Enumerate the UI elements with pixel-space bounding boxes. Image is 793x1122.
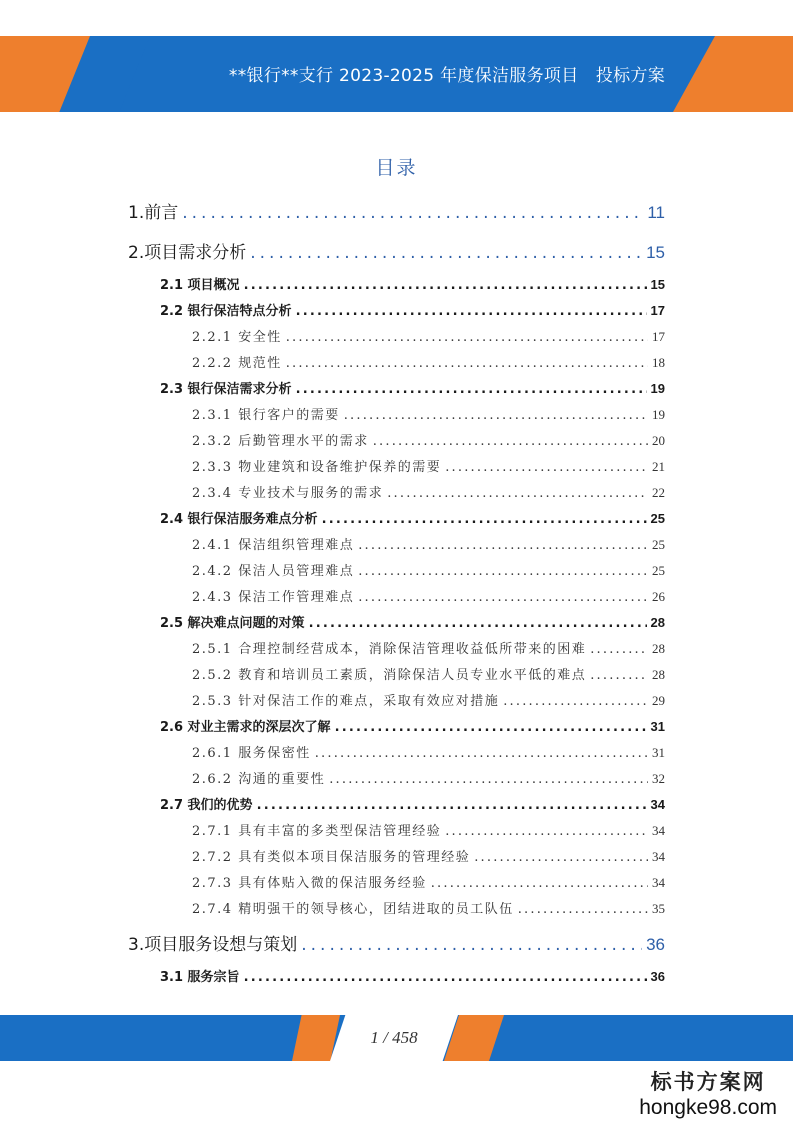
toc-entry-level3[interactable] xyxy=(192,430,665,449)
toc-entry-page: 28 xyxy=(652,641,665,656)
toc-entry-level1[interactable] xyxy=(128,930,665,955)
toc-entry-page: 15 xyxy=(646,243,665,262)
toc-entry-label: 2.5 解决难点问题的对策 xyxy=(160,616,305,631)
toc-entry-label: 2.2 银行保洁特点分析 xyxy=(160,304,292,319)
toc-entry-label: 2.2.2 规范性 xyxy=(192,356,282,371)
toc-leader-dots xyxy=(335,720,647,735)
toc-entry-label: 2.4.2 保洁人员管理难点 xyxy=(192,564,355,579)
watermark-url: hongke98.com xyxy=(639,1096,777,1119)
toc-entry-page: 25 xyxy=(650,511,665,526)
toc-entry-page: 36 xyxy=(646,935,665,954)
toc-leader-dots xyxy=(358,564,648,579)
toc-entry-label: 2.7 我们的优势 xyxy=(160,798,253,813)
toc-entry-label: 2.3 银行保洁需求分析 xyxy=(160,382,292,397)
toc-entry-label: 2.6.1 服务保密性 xyxy=(192,746,311,761)
toc-entry-page: 26 xyxy=(652,589,665,604)
toc-entry-page: 17 xyxy=(650,303,665,318)
toc-entry-page: 36 xyxy=(650,969,665,984)
toc-heading: 目录 xyxy=(375,157,418,179)
toc-leader-dots xyxy=(286,356,648,371)
toc-entry-page: 28 xyxy=(652,667,665,682)
toc-entry-level3[interactable] xyxy=(192,352,665,371)
toc-entry-level2[interactable] xyxy=(160,716,665,735)
toc-entry-level3[interactable] xyxy=(192,586,665,605)
toc-entry-label: 2.3.1 银行客户的需要 xyxy=(192,408,340,423)
page-number: 1 / 458 xyxy=(370,1028,418,1047)
toc-leader-dots xyxy=(431,876,648,891)
toc-entry-page: 15 xyxy=(650,277,665,292)
toc-entry-label: 3.1 服务宗旨 xyxy=(160,970,240,985)
toc-entry-label: 2.5.2 教育和培训员工素质，消除保洁人员专业水平低的难点 xyxy=(192,668,587,683)
toc-entry-label: 2.7.1 具有丰富的多类型保洁管理经验 xyxy=(192,824,442,839)
toc-leader-dots xyxy=(244,278,647,293)
toc-entry-page: 19 xyxy=(650,381,665,396)
toc-entry-level2[interactable] xyxy=(160,612,665,631)
toc-entry-page: 34 xyxy=(652,823,665,838)
toc-leader-dots xyxy=(503,694,648,709)
toc-leader-dots xyxy=(358,538,648,553)
toc-entry-page: 34 xyxy=(650,797,665,812)
toc-entry-level3[interactable] xyxy=(192,768,665,787)
toc-entry-label: 2.6 对业主需求的深层次了解 xyxy=(160,720,331,735)
toc-entry-page: 17 xyxy=(652,329,665,344)
toc-leader-dots xyxy=(301,935,642,955)
toc-entry-label: 2.4.1 保洁组织管理难点 xyxy=(192,538,355,553)
toc-entry-label: 3.项目服务设想与策划 xyxy=(128,935,298,955)
toc-leader-dots xyxy=(445,460,648,475)
toc-leader-dots xyxy=(518,902,648,917)
toc-entry-page: 34 xyxy=(652,849,665,864)
toc-entry-level3[interactable] xyxy=(192,404,665,423)
toc-entry-page: 21 xyxy=(652,459,665,474)
toc-entry-level3[interactable] xyxy=(192,534,665,553)
toc-entry-page: 22 xyxy=(652,485,665,500)
toc-entry-label: 2.5.3 针对保洁工作的难点，采取有效应对措施 xyxy=(192,694,500,709)
toc-leader-dots xyxy=(387,486,648,501)
toc-entry-label: 2.7.4 精明强干的领导核心，团结进取的员工队伍 xyxy=(192,902,514,917)
toc-entry-level2[interactable] xyxy=(160,508,665,527)
toc-entry-label: 2.项目需求分析 xyxy=(128,243,247,263)
toc-entry-page: 19 xyxy=(652,407,665,422)
toc-entry-level2[interactable] xyxy=(160,966,665,985)
toc-entry-page: 25 xyxy=(652,537,665,552)
toc-leader-dots xyxy=(182,203,643,223)
toc-entry-level2[interactable] xyxy=(160,274,665,293)
toc-entry-level3[interactable] xyxy=(192,326,665,345)
toc-entry-level3[interactable] xyxy=(192,898,665,917)
toc-entry-level1[interactable] xyxy=(128,238,665,263)
toc-leader-dots xyxy=(590,642,648,657)
toc-entry-page: 35 xyxy=(652,901,665,916)
toc-entry-label: 2.6.2 沟通的重要性 xyxy=(192,772,326,787)
toc-entry-level3[interactable] xyxy=(192,820,665,839)
toc-entry-label: 2.3.4 专业技术与服务的需求 xyxy=(192,486,384,501)
watermark xyxy=(639,1066,777,1120)
toc-entry-level3[interactable] xyxy=(192,664,665,683)
header-orange-block-right xyxy=(673,36,793,112)
toc-entry-page: 31 xyxy=(652,745,665,760)
footer-band xyxy=(0,1015,793,1061)
header-band xyxy=(0,36,793,112)
toc-entry-level3[interactable] xyxy=(192,690,665,709)
toc-entry-level1[interactable] xyxy=(128,198,665,223)
toc-leader-dots xyxy=(373,434,648,449)
toc-leader-dots xyxy=(590,668,648,683)
toc-entry-page: 31 xyxy=(650,719,665,734)
toc-leader-dots xyxy=(344,408,648,423)
toc-leader-dots xyxy=(257,798,647,813)
toc-entry-label: 2.7.2 具有类似本项目保洁服务的管理经验 xyxy=(192,850,471,865)
toc-entry-label: 2.7.3 具有体贴入微的保洁服务经验 xyxy=(192,876,427,891)
watermark-site-name: 标书方案网 xyxy=(650,1069,766,1094)
toc-entry-page: 28 xyxy=(650,615,665,630)
toc-entry-label: 2.5.1 合理控制经营成本，消除保洁管理收益低所带来的困难 xyxy=(192,642,587,657)
toc-entry-label: 1.前言 xyxy=(128,203,179,223)
toc-leader-dots xyxy=(244,970,647,985)
toc-entry-label: 2.4.3 保洁工作管理难点 xyxy=(192,590,355,605)
toc-entry-page: 29 xyxy=(652,693,665,708)
toc-entry-level3[interactable] xyxy=(192,456,665,475)
toc-entry-level3[interactable] xyxy=(192,560,665,579)
toc-entry-label: 2.3.3 物业建筑和设备维护保养的需要 xyxy=(192,460,442,475)
toc-leader-dots xyxy=(286,330,648,345)
toc-entry-level3[interactable] xyxy=(192,742,665,761)
toc-leader-dots xyxy=(329,772,648,787)
toc-leader-dots xyxy=(358,590,648,605)
toc-entry-level2[interactable] xyxy=(160,300,665,319)
toc-leader-dots xyxy=(309,616,647,631)
toc-leader-dots xyxy=(445,824,648,839)
toc-entry-page: 32 xyxy=(652,771,665,786)
toc-leader-dots xyxy=(250,243,642,263)
toc-entry-level2[interactable] xyxy=(160,794,665,813)
toc-leader-dots xyxy=(322,512,647,527)
toc-entry-label: 2.4 银行保洁服务难点分析 xyxy=(160,512,318,527)
toc-entry-level2[interactable] xyxy=(160,378,665,397)
toc-leader-dots xyxy=(315,746,648,761)
toc-entry-level3[interactable] xyxy=(192,872,665,891)
toc-entry-page: 25 xyxy=(652,563,665,578)
toc-leader-dots xyxy=(474,850,648,865)
toc-leader-dots xyxy=(296,304,647,319)
toc-leader-dots xyxy=(296,382,647,397)
toc-entry-level3[interactable] xyxy=(192,482,665,501)
toc-entry-page: 11 xyxy=(647,203,665,222)
document-title: **银行**支行 2023-2025 年度保洁服务项目 投标方案 xyxy=(228,66,665,86)
toc-entry-label: 2.1 项目概况 xyxy=(160,278,240,293)
toc-entry-page: 20 xyxy=(652,433,665,448)
toc-entry-level3[interactable] xyxy=(192,638,665,657)
toc-entry-page: 34 xyxy=(652,875,665,890)
toc-entry-label: 2.2.1 安全性 xyxy=(192,330,282,345)
toc-entry-level3[interactable] xyxy=(192,846,665,865)
toc-entry-page: 18 xyxy=(652,355,665,370)
toc-entry-label: 2.3.2 后勤管理水平的需求 xyxy=(192,434,369,449)
